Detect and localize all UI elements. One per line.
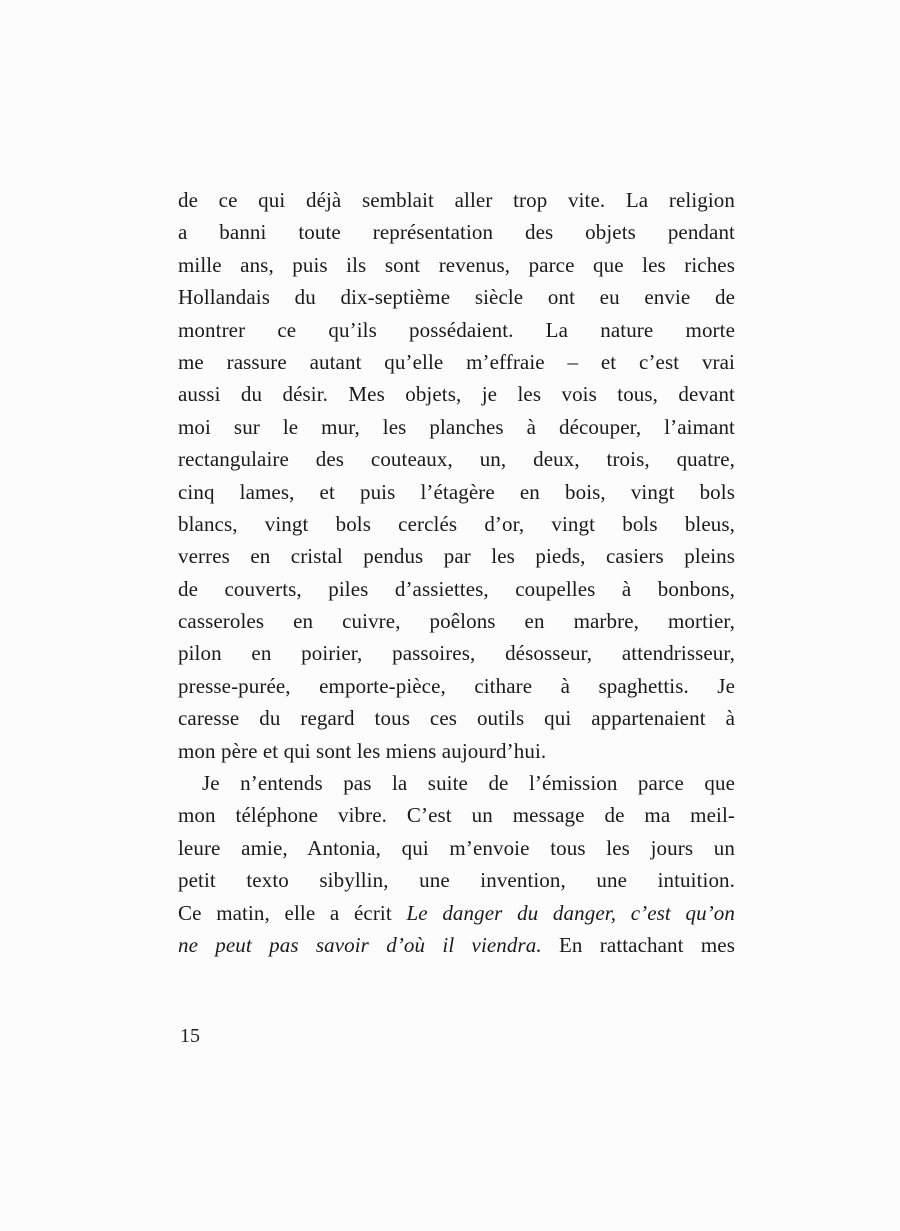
text-line <box>178 637 735 669</box>
text-line <box>178 443 735 475</box>
text-line <box>178 799 735 831</box>
body-text: a banni toute représentation des objets pendant <box>178 220 735 245</box>
italic-text: Le danger du danger, c’est qu’on <box>406 900 735 925</box>
body-text: de couverts, piles d’assiettes, coupelles à bonbons, <box>178 576 735 601</box>
text-line <box>178 897 735 929</box>
text-line <box>178 540 735 572</box>
body-text: mille ans, puis ils sont revenus, parce que les riches <box>178 252 735 277</box>
body-text: leure amie, Antonia, qui m’envoie tous les jours un <box>178 835 735 860</box>
page-number: 15 <box>180 1025 200 1047</box>
text-line <box>178 281 735 313</box>
body-text: casseroles en cuivre, poêlons en marbre, mortier, <box>178 609 735 634</box>
text-line <box>178 670 735 702</box>
body-text: rectangulaire des couteaux, un, deux, trois, quatre, <box>178 447 735 472</box>
text-line <box>178 573 735 605</box>
text-line <box>178 929 735 961</box>
text-line <box>178 605 735 637</box>
text-line <box>178 411 735 443</box>
italic-text: ne peut pas savoir d’où il viendra. <box>178 932 542 957</box>
text-line <box>178 767 735 799</box>
body-text: mon téléphone vibre. C’est un message de ma meil- <box>178 803 735 828</box>
page-text <box>178 184 735 961</box>
text-line <box>178 735 735 767</box>
body-text: mon père et qui sont les miens aujourd’hui. <box>178 738 547 763</box>
body-text: cinq lames, et puis l’étagère en bois, vingt bols <box>178 479 735 504</box>
body-text: caresse du regard tous ces outils qui appartenaient à <box>178 706 735 731</box>
text-line <box>178 346 735 378</box>
text-line <box>178 378 735 410</box>
body-text: me rassure autant qu’elle m’effraie – et c’est vrai <box>178 349 735 374</box>
text-line <box>178 702 735 734</box>
body-text: moi sur le mur, les planches à découper, l’aimant <box>178 414 735 439</box>
text-line <box>178 864 735 896</box>
text-line <box>178 508 735 540</box>
body-text: de ce qui déjà semblait aller trop vite. La religion <box>178 188 735 212</box>
text-line <box>178 314 735 346</box>
body-text: En rattachant mes <box>541 932 735 957</box>
text-line <box>178 216 735 248</box>
body-text: Ce matin, elle a écrit <box>178 900 407 925</box>
text-line <box>178 184 735 216</box>
body-text: Je n’entends pas la suite de l’émission parce que <box>202 771 735 796</box>
body-text: presse-purée, emporte-pièce, cithare à spaghettis. Je <box>178 673 735 698</box>
text-line <box>178 832 735 864</box>
body-text: montrer ce qu’ils possédaient. La nature morte <box>178 317 735 342</box>
body-text: blancs, vingt bols cerclés d’or, vingt bols bleus, <box>178 511 735 536</box>
body-text: verres en cristal pendus par les pieds, casiers pleins <box>178 544 735 569</box>
body-text: petit texto sibyllin, une invention, une intuition. <box>178 868 735 893</box>
body-text: Hollandais du dix-septième siècle ont eu envie de <box>178 285 735 310</box>
text-line <box>178 249 735 281</box>
body-text: aussi du désir. Mes objets, je les vois tous, devant <box>178 382 735 407</box>
body-text: pilon en poirier, passoires, désosseur, attendrisseur, <box>178 641 735 666</box>
text-line <box>178 476 735 508</box>
